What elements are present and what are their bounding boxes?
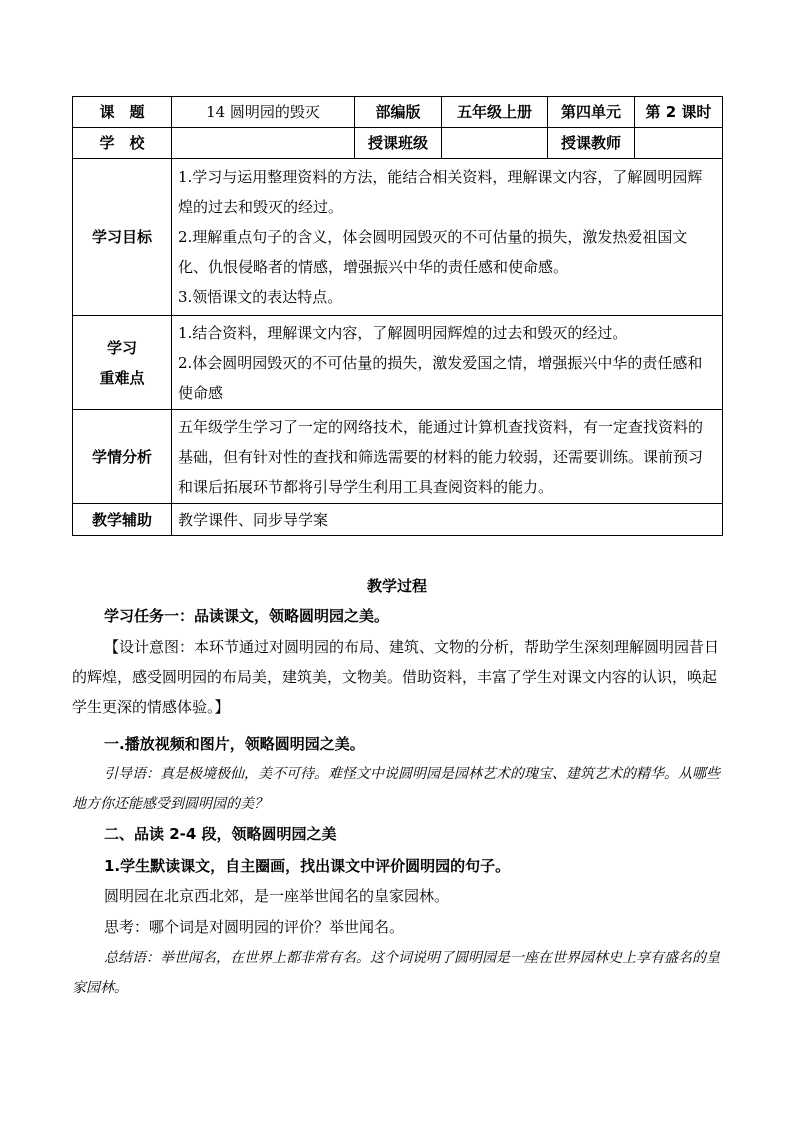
table-row-objectives <box>73 159 723 316</box>
table-row-school <box>73 128 723 159</box>
school-value <box>172 128 355 159</box>
lesson-title: 14 圆明园的毁灭 <box>172 97 355 128</box>
class-label: 授课班级 <box>355 128 442 159</box>
key-point-item: 1.结合资料，理解课文内容，了解圆明园辉煌的过去和毁灭的经过。 <box>178 323 628 342</box>
aids-label: 教学辅助 <box>73 504 172 536</box>
teacher-value <box>635 128 723 159</box>
objective-item: 2.理解重点句子的含义，体会圆明园毁灭的不可估量的损失，激发热爱祖国文化、仇恨侵略者的情感，增强振兴中华的责任感和使命感。 <box>178 228 688 276</box>
table-row-key-points <box>73 316 723 410</box>
key-points-label <box>73 316 172 410</box>
table-row-course <box>73 97 723 128</box>
key-points-content <box>172 316 723 410</box>
analysis-label: 学情分析 <box>73 410 172 504</box>
summary-paragraph: 总结语：举世闻名，在世界上都非常有名。这个词说明了圆明园是一座在世界园林史上享有盛名的皇家园林。 <box>72 951 720 996</box>
course-label: 课 题 <box>73 97 172 128</box>
key-point-item: 2.体会圆明园毁灭的不可估量的损失，激发爱国之情，增强振兴中华的责任感和使命感 <box>178 353 703 402</box>
step1-heading: 一.播放视频和图片，领略圆明园之美。 <box>104 735 365 753</box>
table-row-analysis <box>73 410 723 504</box>
step2-1-heading: 1.学生默读课文，自主圈画，找出课文中评价圆明园的句子。 <box>104 857 511 875</box>
objective-item: 3.领悟课文的表达特点。 <box>178 288 343 306</box>
grade: 五年级上册 <box>442 97 548 128</box>
quoted-sentence: 圆明园在北京西北郊，是一座举世闻名的皇家园林。 <box>104 887 450 905</box>
class-value <box>442 128 548 159</box>
aids-content: 教学课件、同步导学案 <box>172 504 723 536</box>
key-points-label-line1: 学习 <box>106 338 137 357</box>
step2-heading: 二、品读 2-4 段，领略圆明园之美 <box>104 825 337 843</box>
task-heading: 学习任务一：品读课文，领略圆明园之美。 <box>104 607 390 625</box>
objectives-label: 学习目标 <box>73 159 172 316</box>
design-intent-paragraph: 【设计意图：本环节通过对圆明园的布局、建筑、文物的分析，帮助学生深刻理解圆明园昔日的辉煌，感受圆明园的布局美，建筑美，文物美。借助资料，丰富了学生对课文内容的认识，唤起学生更深的情感体验。】 <box>72 638 720 716</box>
guide-paragraph: 引导语：真是极境极仙，美不可待。难怪文中说圆明园是园林艺术的瑰宝、建筑艺术的精华。从哪些地方你还能感受到圆明园的美？ <box>72 767 720 812</box>
teacher-label: 授课教师 <box>548 128 635 159</box>
process-title: 教学过程 <box>366 577 427 595</box>
question-line: 思考：哪个词是对圆明园的评价？举世闻名。 <box>104 918 405 936</box>
analysis-content <box>172 410 723 504</box>
objectives-content <box>172 159 723 316</box>
unit: 第四单元 <box>548 97 635 128</box>
period: 第 2 课时 <box>635 97 723 128</box>
key-points-label-line2: 重难点 <box>99 368 145 387</box>
school-label: 学 校 <box>73 128 172 159</box>
table-row-aids <box>73 504 723 536</box>
analysis-text: 五年级学生学习了一定的网络技术，能通过计算机查找资料，有一定查找资料的基础，但有针对性的查找和筛选需要的材料的能力较弱，还需要训练。课前预习和课后拓展环节都将引导学生利用工具查阅资料的能力。 <box>178 417 704 496</box>
lesson-info-table <box>72 96 723 536</box>
objective-item: 1.学习与运用整理资料的方法，能结合相关资料，理解课文内容，了解圆明园辉煌的过去和毁灭的经过。 <box>178 168 703 216</box>
edition: 部编版 <box>355 97 442 128</box>
